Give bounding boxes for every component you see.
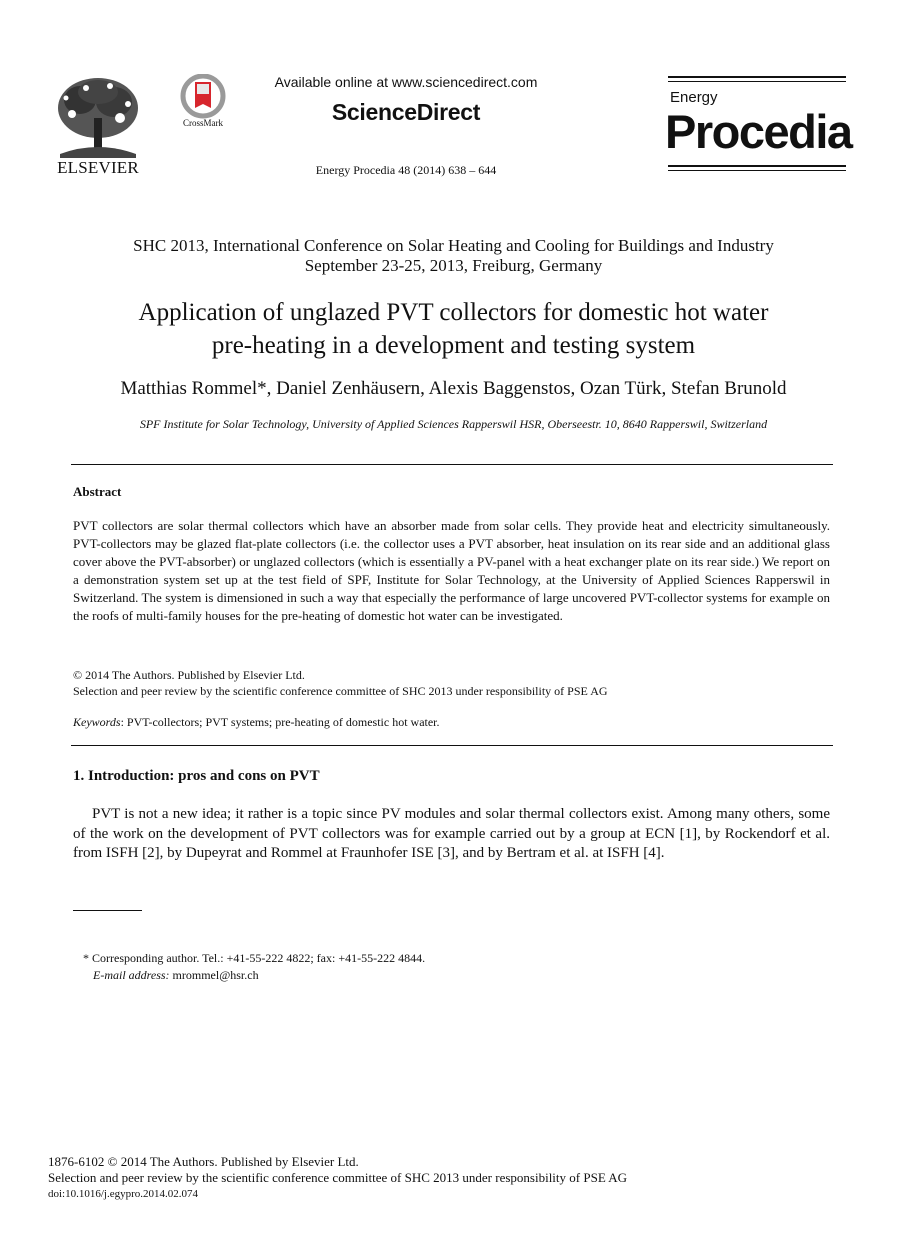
authors: Matthias Rommel*, Daniel Zenhäusern, Alexis Baggenstos, Ozan Türk, Stefan Brunold xyxy=(120,378,787,399)
crossmark-label: CrossMark xyxy=(183,118,223,128)
section-heading: 1. Introduction: pros and cons on PVT xyxy=(73,768,320,784)
journal-logo-bottom-rule xyxy=(668,165,846,171)
footer-peer-review: Selection and peer review by the scientific conference committee of SHC 2013 under responsibility of PSE AG xyxy=(48,1170,628,1185)
section-body: PVT is not a new idea; it rather is a topic since PV modules and solar thermal collectors exist. Among many others, some of the work on the development of PVT collectors was for example carried out by a group at ECN [1], by Rockendorf et al. from ISFH [2], by Dupeyrat and Rommel at Fraunhofer ISE [3], and by Bertram et al. at ISFH [4]. xyxy=(73,806,830,861)
divider-bottom xyxy=(71,745,833,746)
available-online-text[interactable]: Available online at www.sciencedirect.com xyxy=(274,74,538,90)
email-label: E-mail address: xyxy=(93,968,170,982)
journal-reference: Energy Procedia 48 (2014) 638 – 644 xyxy=(315,163,497,177)
title-line-2: pre-heating in a development and testing system xyxy=(211,332,696,359)
abstract-heading: Abstract xyxy=(73,484,122,499)
footer-doi[interactable]: doi:10.1016/j.egypro.2014.02.074 xyxy=(48,1188,199,1200)
title-line-1: Application of unglazed PVT collectors for domestic hot water xyxy=(138,299,769,326)
footnote-corresponding: * Corresponding author. Tel.: +41-55-222 4822; fax: +41-55-222 4844. xyxy=(83,951,426,965)
sciencedirect-logo[interactable]: ScienceDirect xyxy=(331,99,481,125)
footer-issn: 1876-6102 © 2014 The Authors. Published by Elsevier Ltd. xyxy=(48,1154,359,1169)
footnote-email xyxy=(93,968,259,983)
journal-logo-energy: Energy xyxy=(670,89,718,106)
abstract-body: PVT collectors are solar thermal collectors which have an absorber made from solar cells. They provide heat and electricity simultaneously. PVT-collectors may be glazed flat-plate collectors (i.e. the collector uses a PVT absorber, heat insulation on its rear side and an additional glass cover above the PVT-absorber) or unglazed collectors (which is essentially a PV-panel with a heat exchanger plate on its rear side.) We report on a demonstration system set up at the test field of SPF, Institute for Solar Technology, at the University of Applied Sciences Rapperswil in Switzerland. The system is dimensioned in such a way that especially the performance of large uncovered PVT-collector systems for example on the roofs of multi-family houses for the pre-heating of domestic hot water can be investigated. xyxy=(73,518,830,623)
footnote-rule xyxy=(73,910,142,911)
paper-title xyxy=(40,296,867,362)
journal-logo-top-rule xyxy=(668,76,846,82)
peer-review-notice: Selection and peer review by the scientific conference committee of SHC 2013 under responsibility of PSE AG xyxy=(73,684,608,698)
conference-line-2: September 23-25, 2013, Freiburg, Germany xyxy=(304,256,603,275)
affiliation: SPF Institute for Solar Technology, University of Applied Sciences Rapperswil HSR, Oberseestr. 10, 8640 Rapperswil, Switzerland xyxy=(139,417,768,431)
email-address[interactable]: mrommel@hsr.ch xyxy=(169,968,259,982)
publisher-name: ELSEVIER xyxy=(57,158,139,177)
keywords xyxy=(73,715,440,730)
journal-logo-procedia: Procedia xyxy=(665,105,852,158)
divider-top xyxy=(71,464,833,465)
keywords-label: Keywords xyxy=(73,715,121,729)
keywords-list: : PVT-collectors; PVT systems; pre-heating of domestic hot water. xyxy=(120,715,440,729)
copyright-notice: © 2014 The Authors. Published by Elsevier Ltd. xyxy=(73,668,305,682)
conference-info xyxy=(40,236,867,276)
conference-line-1: SHC 2013, International Conference on Solar Heating and Cooling for Buildings and Industry xyxy=(133,236,774,255)
